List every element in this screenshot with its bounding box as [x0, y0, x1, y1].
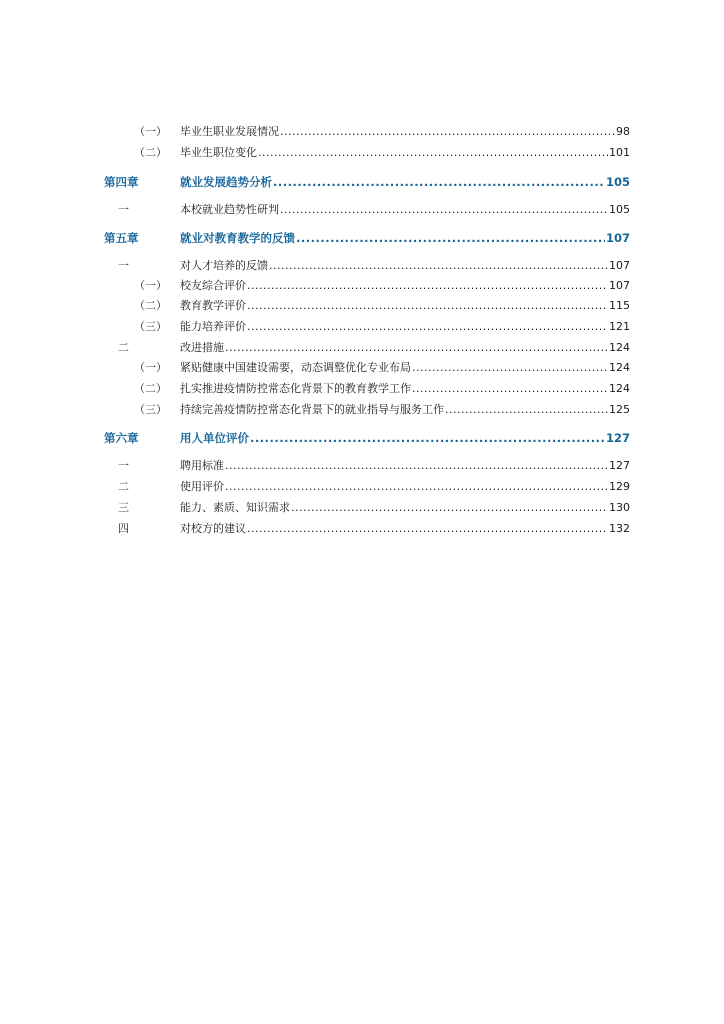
toc-page-number: 98: [616, 125, 630, 138]
toc-page-number: 124: [609, 382, 630, 395]
toc-row[interactable]: [0, 144, 724, 162]
toc-row[interactable]: [0, 123, 724, 141]
toc-entry[interactable]: [180, 257, 630, 275]
toc-page-number: 130: [609, 501, 630, 514]
dot-leader: [280, 201, 608, 219]
toc-number: 一: [118, 459, 129, 472]
toc-page-number: 107: [609, 259, 630, 272]
toc-entry[interactable]: [180, 229, 630, 247]
toc-page-number: 107: [609, 279, 630, 292]
toc-number: （一）: [134, 279, 167, 292]
toc-row[interactable]: [0, 318, 724, 336]
toc-row[interactable]: [0, 257, 724, 275]
toc-page-number: 105: [605, 175, 630, 189]
dot-leader: [412, 380, 608, 398]
toc-row[interactable]: [0, 520, 724, 538]
toc-number: （二）: [134, 299, 167, 312]
toc-page-number: 127: [605, 431, 630, 445]
toc-entry[interactable]: [180, 359, 630, 377]
toc-page-number: 105: [609, 203, 630, 216]
toc-page-number: 115: [609, 299, 630, 312]
dot-leader: [225, 478, 608, 496]
toc-row[interactable]: [0, 201, 724, 219]
toc-chapter-row[interactable]: [0, 173, 724, 191]
toc-page-number: 101: [609, 146, 630, 159]
toc-entry[interactable]: [180, 429, 630, 447]
toc-row[interactable]: [0, 297, 724, 315]
toc-entry[interactable]: [180, 318, 630, 336]
toc-row[interactable]: [0, 478, 724, 496]
toc-row[interactable]: [0, 499, 724, 517]
toc-title: 持续完善疫情防控常态化背景下的就业指导与服务工作: [180, 403, 444, 416]
toc-row[interactable]: [0, 457, 724, 475]
dot-leader: [412, 359, 608, 377]
toc-number: （一）: [134, 361, 167, 374]
toc-entry[interactable]: [180, 201, 630, 219]
toc-page-number: 125: [609, 403, 630, 416]
toc-entry[interactable]: [180, 277, 630, 295]
toc-chapter-title: 用人单位评价: [180, 431, 249, 445]
toc-title: 使用评价: [180, 480, 224, 493]
toc-row[interactable]: [0, 380, 724, 398]
dot-leader: [445, 401, 608, 419]
dot-leader: [247, 297, 608, 315]
toc-title: 毕业生职业发展情况: [180, 125, 279, 138]
toc-number: （一）: [134, 125, 167, 138]
toc-number: 一: [118, 259, 129, 272]
toc-page-number: 124: [609, 341, 630, 354]
toc-number: 三: [118, 501, 129, 514]
toc-entry[interactable]: [180, 339, 630, 357]
toc-title: 改进措施: [180, 341, 224, 354]
dot-leader: [225, 339, 608, 357]
toc-page-number: 127: [609, 459, 630, 472]
toc-entry[interactable]: [180, 478, 630, 496]
toc-chapter-row[interactable]: [0, 429, 724, 447]
toc-row[interactable]: [0, 359, 724, 377]
toc-title: 扎实推进疫情防控常态化背景下的教育教学工作: [180, 382, 411, 395]
dot-leader: [247, 520, 608, 538]
toc-chapter-number: 第六章: [104, 431, 139, 445]
toc-number: （二）: [134, 146, 167, 159]
toc-entry[interactable]: [180, 144, 630, 162]
toc-chapter-number: 第五章: [104, 231, 139, 245]
toc-number: 四: [118, 522, 129, 535]
dot-leader: [250, 429, 605, 447]
toc-title: 对人才培养的反馈: [180, 259, 268, 272]
toc-entry[interactable]: [180, 297, 630, 315]
toc-number: （三）: [134, 403, 167, 416]
toc-row[interactable]: [0, 339, 724, 357]
toc-chapter-title: 就业发展趋势分析: [180, 175, 272, 189]
toc-page-number: 121: [609, 320, 630, 333]
toc-page-number: 129: [609, 480, 630, 493]
toc-title: 校友综合评价: [180, 279, 246, 292]
dot-leader: [280, 123, 615, 141]
toc-entry[interactable]: [180, 173, 630, 191]
dot-leader: [258, 144, 608, 162]
toc-title: 聘用标准: [180, 459, 224, 472]
toc-chapter-title: 就业对教育教学的反馈: [180, 231, 295, 245]
toc-title: 对校方的建议: [180, 522, 246, 535]
toc-title: 紧贴健康中国建设需要，动态调整优化专业布局: [180, 361, 411, 374]
toc-number: （二）: [134, 382, 167, 395]
dot-leader: [247, 318, 608, 336]
toc-chapter-row[interactable]: [0, 229, 724, 247]
toc-title: 能力培养评价: [180, 320, 246, 333]
toc-title: 本校就业趋势性研判: [180, 203, 279, 216]
dot-leader: [296, 229, 605, 247]
toc-page-number: 132: [609, 522, 630, 535]
toc-page-number: 107: [605, 231, 630, 245]
toc-title: 教育教学评价: [180, 299, 246, 312]
toc-entry[interactable]: [180, 457, 630, 475]
toc-chapter-number: 第四章: [104, 175, 139, 189]
toc-entry[interactable]: [180, 401, 630, 419]
toc-entry[interactable]: [180, 520, 630, 538]
dot-leader: [225, 457, 608, 475]
toc-row[interactable]: [0, 277, 724, 295]
dot-leader: [269, 257, 608, 275]
toc-number: 二: [118, 341, 129, 354]
dot-leader: [291, 499, 608, 517]
toc-entry[interactable]: [180, 380, 630, 398]
toc-entry[interactable]: [180, 499, 630, 517]
toc-entry[interactable]: [180, 123, 630, 141]
dot-leader: [273, 173, 605, 191]
toc-number: （三）: [134, 320, 167, 333]
toc-number: 一: [118, 203, 129, 216]
toc-title: 毕业生职位变化: [180, 146, 257, 159]
dot-leader: [247, 277, 608, 295]
toc-title: 能力、素质、知识需求: [180, 501, 290, 514]
toc-page-number: 124: [609, 361, 630, 374]
toc-number: 二: [118, 480, 129, 493]
toc-row[interactable]: [0, 401, 724, 419]
